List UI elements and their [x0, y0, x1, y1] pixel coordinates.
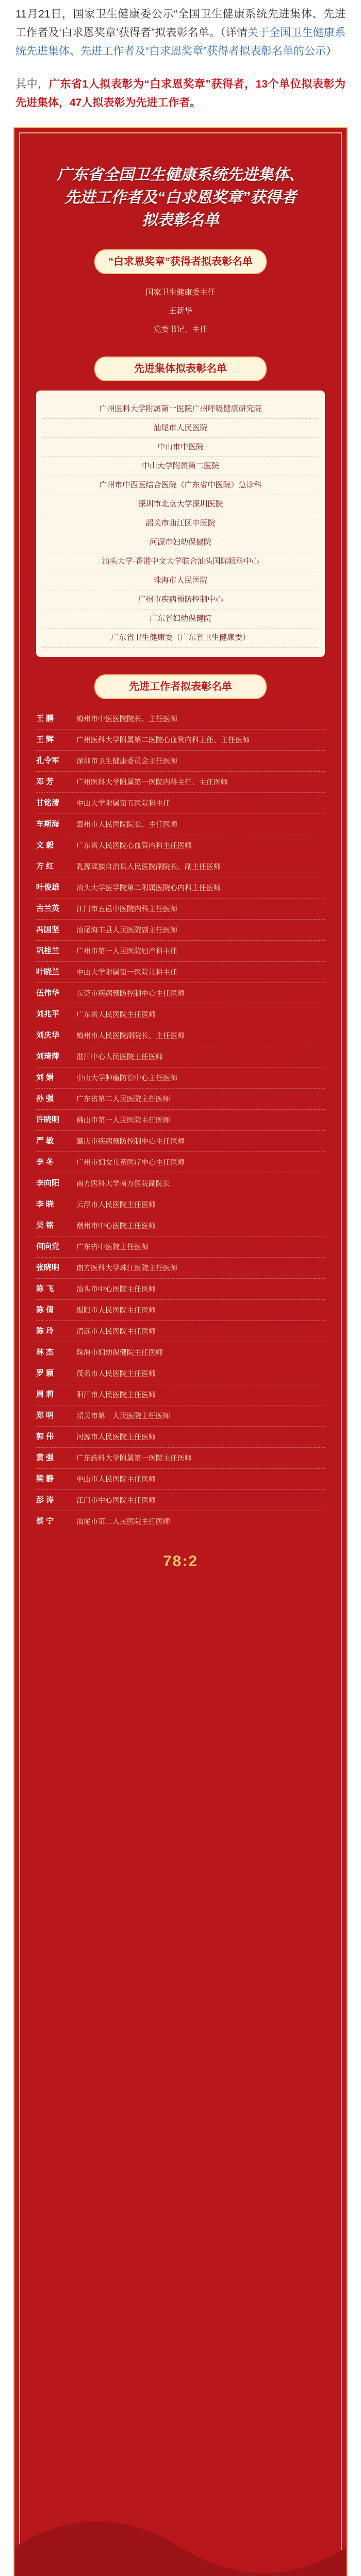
worker-name: 刘庆华: [36, 1031, 60, 1040]
detail-link[interactable]: 关于全国卫生健康系统先进集体、先进工作者及“白求恩奖章”获得者拟表彰名单的公示: [15, 27, 346, 57]
worker-unit: 乳源瑶族自治县人民医院副院长、副主任医师: [76, 862, 221, 871]
worker-row: [36, 1469, 325, 1490]
worker-row: [36, 814, 325, 835]
workers-heading: 先进工作者拟表彰名单: [94, 674, 267, 699]
list-item: 王新华: [169, 307, 192, 315]
worker-row: [36, 1490, 325, 1511]
worker-unit: 茂名市人民医院主任医师: [76, 1369, 156, 1378]
worker-name: 蔡 宁: [36, 1517, 54, 1526]
worker-name: 吴 铭: [36, 1221, 54, 1230]
worker-row: [36, 1194, 325, 1215]
worker-unit: 肇庆市疾病预防控制中心主任医师: [76, 1137, 185, 1145]
worker-row: [36, 1405, 325, 1427]
worker-name: 邓 芳: [36, 777, 54, 786]
worker-unit: 广州市妇女儿童医疗中心主任医师: [76, 1158, 185, 1166]
worker-row: [36, 1110, 325, 1131]
worker-unit: 河源市人民医院主任医师: [76, 1433, 156, 1441]
worker-name: 文 毅: [36, 841, 54, 850]
worker-name: 严 敏: [36, 1137, 54, 1145]
worker-name: 梁 静: [36, 1475, 54, 1483]
worker-unit: 江门市五邑中医院内科主任医师: [76, 905, 177, 913]
worker-row: [36, 1511, 325, 1532]
worker-unit: 汕尾市第二人民医院主任医师: [76, 1517, 170, 1526]
poster-title-line: 先进工作者及“白求恩奖章”获得者: [64, 189, 297, 206]
worker-row: [36, 899, 325, 920]
worker-unit: 潮州市中心医院主任医师: [76, 1222, 156, 1230]
worker-name: 许晓明: [36, 1115, 60, 1124]
worker-unit: 中山大学附属第一医院儿科主任: [76, 968, 177, 976]
worker-row: [36, 1363, 325, 1384]
worker-unit: 中山大学附属第五医院科主任: [76, 799, 170, 807]
groups-heading: 先进集体拟表彰名单: [94, 357, 267, 381]
summary-prefix: 其中，: [15, 78, 49, 90]
worker-unit: 阳江市人民医院主任医师: [76, 1391, 156, 1399]
poster-title-line: 广东省全国卫生健康系统先进集体、: [57, 166, 304, 183]
worker-unit: 中山市人民医院主任医师: [76, 1475, 156, 1483]
worker-unit: 广东省中医院主任医师: [76, 1243, 149, 1251]
worker-name: 张晓明: [36, 1263, 60, 1272]
worker-row: [36, 1321, 325, 1342]
worker-name: 孙 强: [36, 1094, 54, 1103]
worker-name: 王 辉: [36, 735, 54, 744]
honor-poster: [13, 127, 348, 2576]
list-item: 国家卫生健康委主任: [145, 288, 216, 297]
group-item: 珠海市人民医院: [43, 571, 318, 590]
group-item: 广州市疾病预防控制中心: [43, 590, 318, 609]
worker-name: 林 杰: [36, 1348, 54, 1357]
worker-row: [36, 1300, 325, 1321]
worker-row: [36, 1004, 325, 1025]
worker-row: [36, 920, 325, 941]
worker-unit: 广州医科大学附属第二医院心血管内科主任、主任医师: [76, 736, 250, 744]
worker-unit: 广东省人民医院心血管内科主任医师: [76, 841, 192, 850]
worker-unit: 汕头大学医学院第二附属医院心内科主任医师: [76, 884, 221, 892]
group-item: 中山大学附属第二医院: [43, 457, 318, 476]
worker-row: [36, 877, 325, 899]
worker-unit: 惠州市人民医院院长、主任医师: [76, 820, 177, 828]
group-item: 广州市中西医结合医院（广东省中医院）急诊科: [43, 476, 318, 495]
worker-row: [36, 708, 325, 730]
group-item: 河源市妇幼保健院: [43, 533, 318, 552]
worker-row: [36, 751, 325, 772]
worker-row: [36, 730, 325, 751]
worker-name: 甘铭清: [36, 799, 60, 807]
worker-unit: 江门市中心医院主任医师: [76, 1496, 156, 1504]
worker-unit: 佛山市第一人民医院主任医师: [76, 1116, 170, 1124]
worker-name: 叶晓兰: [36, 968, 60, 976]
worker-name: 古兰英: [36, 904, 60, 913]
worker-row: [36, 1173, 325, 1194]
worker-name: 孔令军: [36, 756, 60, 765]
worker-unit: 深圳市卫生健康委员会主任医师: [76, 757, 177, 765]
bethune-heading: “白求恩奖章”获得者拟表彰名单: [94, 249, 267, 274]
bethune-list: [29, 283, 332, 339]
groups-box: [36, 391, 325, 657]
worker-row: [36, 941, 325, 962]
worker-name: 陈 飞: [36, 1284, 54, 1293]
worker-name: 李向阳: [36, 1179, 60, 1188]
intro-text-end: ）: [325, 45, 337, 57]
worker-unit: 梅州市人民医院副院长、主任医师: [76, 1031, 185, 1040]
worker-row: [36, 1236, 325, 1258]
group-item: 广东省卫生健康委（广东省卫生健康委）: [43, 629, 318, 648]
worker-row: [36, 856, 325, 877]
worker-name: 陈 玲: [36, 1327, 54, 1335]
worker-unit: 广东药科大学附属第一医院主任医师: [76, 1454, 192, 1462]
worker-name: 叶俊雄: [36, 883, 60, 892]
worker-unit: 云浮市人民医院主任医师: [76, 1200, 156, 1209]
worker-name: 车斯海: [36, 820, 60, 828]
worker-name: 刘兆平: [36, 1010, 60, 1019]
worker-row: [36, 1067, 325, 1089]
group-item: 广州医科大学附属第一医院广州呼吸健康研究院: [43, 400, 318, 419]
worker-name: 陈 倩: [36, 1306, 54, 1314]
intro-paragraph: [15, 5, 346, 61]
worker-name: 伍伟华: [36, 989, 60, 997]
worker-unit: 汕头市中心医院主任医师: [76, 1285, 156, 1293]
worker-unit: 南方医科大学珠江医院主任医师: [76, 1264, 177, 1272]
worker-name: 冯国坚: [36, 925, 60, 934]
groups-list: [43, 400, 318, 648]
worker-unit: 梅州市中医医院院长、主任医师: [76, 715, 177, 723]
group-item: 深圳市北京大学深圳医院: [43, 495, 318, 514]
worker-row: [36, 1258, 325, 1279]
worker-row: [36, 1046, 325, 1067]
worker-unit: 韶关市第一人民医院主任医师: [76, 1412, 170, 1420]
worker-unit: 揭阳市人民医院主任医师: [76, 1306, 156, 1314]
worker-row: [36, 793, 325, 814]
group-item: 汕尾市人民医院: [43, 419, 318, 438]
group-item: 汕头大学·香港中文大学联合汕头国际眼科中心: [43, 552, 318, 571]
workers-list: [29, 708, 332, 1532]
worker-unit: 广东省人民医院主任医师: [76, 1010, 156, 1019]
worker-unit: 南方医科大学南方医院副院长: [76, 1179, 170, 1188]
worker-unit: 广州医科大学附属第一医院内科主任、主任医师: [76, 778, 228, 786]
worker-row: [36, 1342, 325, 1363]
worker-name: 彭 涛: [36, 1496, 54, 1504]
worker-row: [36, 1279, 325, 1300]
poster-title: [29, 164, 332, 232]
worker-row: [36, 1131, 325, 1152]
worker-name: 何向党: [36, 1242, 60, 1251]
worker-row: [36, 962, 325, 983]
worker-unit: 珠海市妇幼保健院主任医师: [76, 1348, 163, 1357]
worker-name: 罗 颖: [36, 1369, 54, 1378]
worker-row: [36, 983, 325, 1004]
worker-name: 方 红: [36, 862, 54, 871]
worker-unit: 东莞市疾病预防控制中心主任医师: [76, 989, 185, 997]
worker-unit: 湛江中心人民医院主任医师: [76, 1053, 163, 1061]
group-item: 韶关市曲江区中医院: [43, 514, 318, 533]
worker-name: 周 莉: [36, 1390, 54, 1399]
worker-row: [36, 1215, 325, 1236]
worker-unit: 广东省第二人民医院主任医师: [76, 1095, 170, 1103]
worker-name: 巩桂兰: [36, 946, 60, 955]
worker-name: 刘琦萍: [36, 1052, 60, 1061]
worker-row: [36, 1448, 325, 1469]
worker-row: [36, 772, 325, 793]
intro-text: 11月21日，国家卫生健康委公示“全国卫生健康系统先进集体、先进工作者及‘白求恩奖章’获得者”拟表彰名单。（详情: [15, 8, 346, 39]
summary-paragraph: [15, 75, 346, 112]
worker-unit: 清远市人民医院主任医师: [76, 1327, 156, 1335]
worker-row: [36, 835, 325, 856]
worker-row: [36, 1152, 325, 1173]
summary-highlight: 广东省1人拟表彰为“白求恩奖章”获得者，13个单位拟表彰为先进集体，47人拟表彰为先进工作者。: [15, 78, 346, 109]
worker-unit: 中山大学肿瘤防治中心主任医师: [76, 1074, 177, 1082]
list-item: 党委书记、主任: [153, 325, 208, 334]
worker-row: [36, 1025, 325, 1046]
group-item: 中山市中医院: [43, 438, 318, 457]
worker-name: 王 鹏: [36, 714, 54, 723]
article-body: [0, 0, 361, 112]
worker-unit: 汕尾海丰县人民医院副主任医师: [76, 926, 177, 934]
worker-name: 郭 伟: [36, 1432, 54, 1441]
poster-watermark: 78:2: [162, 1553, 199, 1570]
worker-name: 黄 强: [36, 1453, 54, 1462]
worker-name: 李 冬: [36, 1158, 54, 1166]
worker-unit: 广州市第一人民医院妇产科主任: [76, 947, 177, 955]
worker-row: [36, 1384, 325, 1405]
worker-name: 刘 娟: [36, 1073, 54, 1082]
poster-title-line: 拟表彰名单: [142, 212, 219, 229]
group-item: 广东省妇幼保健院: [43, 609, 318, 629]
worker-name: 郑 明: [36, 1411, 54, 1420]
worker-name: 李 晓: [36, 1200, 54, 1209]
worker-row: [36, 1427, 325, 1448]
worker-row: [36, 1089, 325, 1110]
